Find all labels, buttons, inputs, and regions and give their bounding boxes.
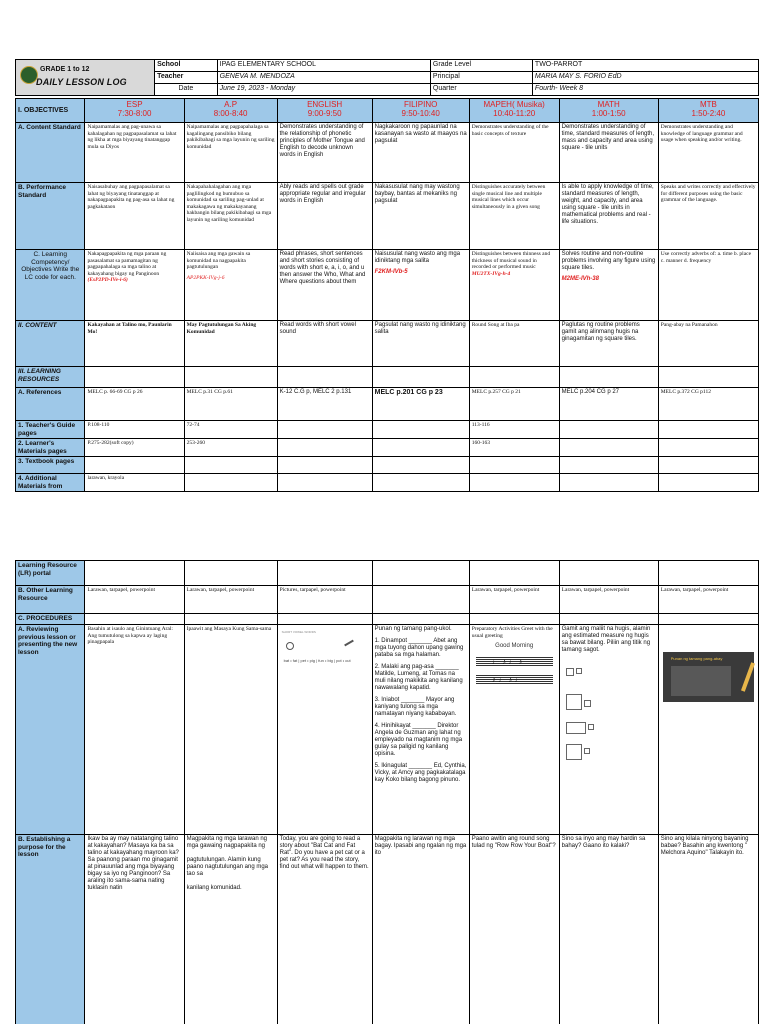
subject-filipino-cell bbox=[372, 99, 469, 123]
content-standard-filipino: Nagkakaroon ng papaunlad na kasanayan sa wasto at maayos na pagsulat bbox=[372, 123, 469, 183]
content-standard-mtb: Demonstrates understanding and knowledge of language grammar and usage when speaking and/or writing. bbox=[658, 123, 758, 183]
performance-standard-esp: Naisasabuhay ang pagpapasalamat sa lahat ng biyayang tinatanggap at nakapagpapakita ng pag-asa sa lahat ng pagkakataon bbox=[85, 183, 184, 250]
performance-standard-mtb: Speaks and writes correctly and effectively for different purposes using the basic grammar of the language. bbox=[658, 183, 758, 250]
content-esp: Kakayahan at Talino mo, Paunlarin Mo! bbox=[85, 321, 184, 367]
subject-english-cell bbox=[277, 99, 372, 123]
time-mtb: 1:50-2:40 bbox=[691, 109, 726, 118]
establishing-mapeh: Paano awitin ang round song tulad ng "Row Row Your Boat"? bbox=[469, 835, 559, 1024]
teachers-guide-esp: P.108-110 bbox=[85, 421, 184, 439]
content-ap: May Pagtutulungan Sa Aking Komunidad bbox=[184, 321, 277, 367]
subject-mapeh: MAPEH( Musika) bbox=[483, 100, 545, 109]
filipino-item-2: 2. Malaki ang pag-asa _______ Matilde, Lumeng, at Tomas na muli nilang makikita ang kanilang nawawalang kapatid. bbox=[374, 664, 463, 691]
subject-ap: A.P bbox=[224, 100, 238, 109]
reviewing-esp: Basahin at isaulo ang Ginintuang Aral: Ang tumutulong sa kapwa ay laging pinagpapala bbox=[85, 625, 184, 835]
content-standard-ap: Naipamamalas ang pagpapahalaga sa kagalingang pansibiko bilang pakikibahagi sa mga layunin ng sariling komunidad bbox=[184, 123, 277, 183]
content-label: II. CONTENT bbox=[16, 321, 85, 367]
music-note-icon: ♩ ♪ ♩ ♪ bbox=[491, 657, 523, 666]
competency-label: C. Learning Competency/ Objectives Write the LC code for each. bbox=[16, 250, 85, 321]
reviewing-mapeh-text: Preparatory Activities Greet with the usual greeting bbox=[471, 626, 553, 639]
school-value: IPAG ELEMENTARY SCHOOL bbox=[217, 60, 430, 72]
references-label: A. References bbox=[16, 388, 85, 421]
principal-value: MARIA MAY S. FORIO EdD bbox=[532, 72, 758, 84]
competency-mtb-text: Use correctly adverbs of: a. time b. place c. manner d. frequency bbox=[660, 251, 752, 264]
content-mapeh: Round Song at Iba pa bbox=[469, 321, 559, 367]
subject-math-cell bbox=[559, 99, 658, 123]
establishing-ap: Magpakita ng mga larawan ng mga gawaing nagpapakita ng pagtutulungan. Alamin kung paano nagtutulungan ang mga tao sa kanilang komunidad. bbox=[184, 835, 277, 1024]
quarter-label: Quarter bbox=[430, 84, 532, 96]
other-resource-math: Larawan, tarpapel, powerpoint bbox=[559, 586, 658, 614]
song-title: Good Morning bbox=[495, 643, 534, 649]
learners-materials-label: 2. Learner's Materials pages bbox=[16, 439, 85, 457]
competency-math-text: Solves routine and non-routine problems involving any figure using square tiles. bbox=[561, 251, 656, 271]
other-resource-english: Pictures, tarpapel, powerpoint bbox=[277, 586, 372, 614]
music-note-icon: ♪ ♩ ♪ ♩ bbox=[491, 675, 523, 684]
content-standard-esp: Naipamamalas ang pag-unawa sa kahalagahan ng pagpapasalamat sa lahat ng likha at mga biyayang tinatanggap mula sa Diyos bbox=[85, 123, 184, 183]
establishing-filipino: Magpakita ng larawan ng mga bagay. Ipasabi ang ngalan ng mga ito bbox=[372, 835, 469, 1024]
competency-filipino bbox=[372, 250, 469, 321]
subject-filipino: FILIPINO bbox=[404, 100, 438, 109]
competency-mapeh-code: MU2TX-IVg-h-4 bbox=[471, 270, 511, 277]
reviewing-ap: Ipaawit ang Masaya Kung Sama-sama bbox=[184, 625, 277, 835]
competency-english-text: Read phrases, short sentences and short stories consisting of words with short e, a, i, o, and u then answer the Who, What and Where questions about them bbox=[279, 251, 366, 285]
school-label: School bbox=[155, 60, 218, 72]
teachers-guide-label: 1. Teacher's Guide pages bbox=[16, 421, 85, 439]
performance-standard-filipino: Nakasusulat nang may wastong baybay, bantas at mekaniks ng pagsulat bbox=[372, 183, 469, 250]
time-filipino: 9:50-10:40 bbox=[401, 109, 440, 118]
principal-label: Principal bbox=[430, 72, 532, 84]
reviewing-label: A. Reviewing previous lesson or presenting the new lesson bbox=[16, 625, 85, 835]
learners-materials-esp: P.275-282(soft copy) bbox=[85, 439, 184, 457]
competency-math-code: M2ME-IVh-38 bbox=[561, 276, 599, 282]
other-resource-ap: Larawan, tarpapel, powerpoint bbox=[184, 586, 277, 614]
subject-esp-cell bbox=[85, 99, 184, 123]
competency-esp-text: Nakapagpapakita ng mga paraan ng pasasalamat sa pamamagitan ng pagpapahalaga sa mga talino at kakayahang bigay ng Panginoon bbox=[87, 251, 167, 277]
content-mtb: Pang-abay na Pamanahon bbox=[658, 321, 758, 367]
other-resource-esp: Larawan, tarpapel, powerpoint bbox=[85, 586, 184, 614]
subject-ap-cell bbox=[184, 99, 277, 123]
establishing-label: B. Establishing a purpose for the lesson bbox=[16, 835, 85, 1024]
dll-grade-range: GRADE 1 to 12 bbox=[40, 66, 90, 73]
reviewing-filipino bbox=[372, 625, 469, 835]
teachers-guide-mapeh: 113-116 bbox=[469, 421, 559, 439]
pang-abay-exercise-image bbox=[663, 652, 754, 702]
date-label: Date bbox=[155, 84, 218, 96]
dll-header-table bbox=[15, 59, 759, 96]
teacher-label: Teacher bbox=[155, 72, 218, 84]
dll-title-cell bbox=[16, 60, 155, 96]
performance-standard-label: B. Performance Standard bbox=[16, 183, 85, 250]
performance-standard-english: Ably reads and spells out grade appropriate regular and irregular words in English bbox=[277, 183, 372, 250]
content-filipino: Pagsulat nang wasto ng idiniktang salita bbox=[372, 321, 469, 367]
filipino-item-3: 3. Iniabot _______ Mayor ang kaniyang tulong sa mga namatayan niyang kababayan. bbox=[374, 697, 457, 717]
filipino-item-4: 4. Hinihikayat _______ Direktor Angela de Guzman ang lahat ng empleyado na magtanim ng mga gulay sa paligid ng kanilang opisina. bbox=[374, 723, 463, 757]
reviewing-math-text: Gamit ang maliit na hugis, alamin ang estimated measure ng hugis sa bawat bilang. Piliin ang titik ng tamang sagot. bbox=[561, 626, 651, 653]
establishing-mtb: Sino ang kilala ninyong bayaning babae? Basahin ang kwentong " Melchora Aquino" Talakayin ito. bbox=[658, 835, 758, 1024]
date-value: June 19, 2023 - Monday bbox=[217, 84, 430, 96]
time-math: 1:00-1:50 bbox=[591, 109, 626, 118]
other-resource-mapeh: Larawan, tarpapel, powerpoint bbox=[469, 586, 559, 614]
additional-materials-label: 4. Additional Materials from bbox=[16, 474, 85, 492]
additional-materials-esp: larawan, krayola bbox=[85, 474, 184, 492]
dll-grid bbox=[15, 98, 759, 498]
time-mapeh: 10:40-11:20 bbox=[493, 109, 536, 118]
reviewing-math bbox=[559, 625, 658, 835]
song-sheet-image bbox=[472, 643, 557, 693]
lr-portal-label: Learning Resource (LR) portal bbox=[16, 561, 85, 586]
teachers-guide-ap: 72-74 bbox=[184, 421, 277, 439]
procedures-label: C. PROCEDURES bbox=[16, 614, 85, 625]
competency-ap-code: AP2PKK-IVg-j-6 bbox=[186, 274, 225, 281]
establishing-english: Today, you are going to read a story about "Bat Cat and Fat Rat". Do you have a pet cat or a pet rat? As you read the story, find out what will happen to them. bbox=[277, 835, 372, 1024]
establishing-math: Sino sa inyo ang may hardin sa bahay? Gaano ito kalaki? bbox=[559, 835, 658, 1024]
content-standard-mapeh: Demonstrates understanding of the basic concepts of texture bbox=[469, 123, 559, 183]
content-math: Paglutas ng routine problems gamit ang alinmang hugis na ginagamitan ng square tiles. bbox=[559, 321, 658, 367]
competency-esp bbox=[85, 250, 184, 321]
quarter-value: Fourth- Week 8 bbox=[532, 84, 758, 96]
subject-math: MATH bbox=[597, 100, 620, 109]
subject-mapeh-cell bbox=[469, 99, 559, 123]
filipino-item-5: 5. Ikinagulat _______ Ed, Cynthia, Vicky, at Amcy ang pagkakatalaga kay Koko bilang bagong pinuno. bbox=[374, 763, 467, 783]
competency-esp-code: (EsP2PD-IVe-i-6) bbox=[87, 277, 128, 283]
content-standard-english: Demonstrates understanding of the relationship of phonetic principles of Mother Tongue and English to decode unknown words in English bbox=[277, 123, 372, 183]
pang-abay-exercise-text: Punan ng tamang pang-abay bbox=[670, 656, 723, 661]
competency-mapeh-text: Distinguishes between thinness and thickness of musical sound in recorded or performed music bbox=[471, 251, 551, 270]
time-esp: 7:30-8:00 bbox=[117, 109, 152, 118]
content-standard-label: A. Content Standard bbox=[16, 123, 85, 183]
competency-mapeh bbox=[469, 250, 559, 321]
competency-filipino-code: F2KM-IVb-5 bbox=[374, 269, 408, 275]
other-resource-mtb: Larawan, tarpapel, powerpoint bbox=[658, 586, 758, 614]
references-esp: MELC p. 66-69 CG p 26 bbox=[85, 388, 184, 421]
references-ap: MELC p.31 CG p.61 bbox=[184, 388, 277, 421]
dll-grid-table bbox=[15, 98, 759, 492]
objectives-label: I. OBJECTIVES bbox=[16, 99, 85, 123]
references-math: MELC p.204 CG p 27 bbox=[559, 388, 658, 421]
performance-standard-math: Is able to apply knowledge of time, standard measures of length, weight, and capacity, and area using square - tile units in mathematical problems and real - life situations. bbox=[559, 183, 658, 250]
competency-ap bbox=[184, 250, 277, 321]
ring-icon bbox=[286, 642, 294, 650]
references-filipino: MELC p.201 CG p 23 bbox=[372, 388, 469, 421]
phonics-worksheet-image: SHORT VOWEL WORDS bat • fat | pet • pig | fun • big | pot • cut bbox=[282, 630, 368, 690]
reviewing-english bbox=[277, 625, 372, 835]
filipino-item-1: 1. Dinampot _______ Abet ang mga tuyong dahon upang gawing pataba sa mga halaman. bbox=[374, 638, 464, 658]
pencil-icon bbox=[741, 662, 755, 692]
textbook-label: 3. Textbook pages bbox=[16, 457, 85, 474]
references-mapeh: MELC p.257 CG p 21 bbox=[469, 388, 559, 421]
grade-level-value: TWO-PARROT bbox=[532, 60, 758, 72]
grade-level-label: Grade Level bbox=[430, 60, 532, 72]
learners-materials-mapeh: 160-163 bbox=[469, 439, 559, 457]
subject-esp: ESP bbox=[126, 100, 143, 109]
pin-icon bbox=[344, 640, 354, 647]
subject-mtb-cell bbox=[658, 99, 758, 123]
references-english: K-12 C.G p, MELC 2 p.131 bbox=[277, 388, 372, 421]
phonics-word-list: bat • fat | pet • pig | fun • big | pot • cut bbox=[283, 658, 351, 663]
performance-standard-mapeh: Distinguishes accurately between single musical line and multiple musical lines which occur simultaneously in a given song bbox=[469, 183, 559, 250]
references-mtb: MELC p.372 CG p112 bbox=[658, 388, 758, 421]
subject-english: ENGLISH bbox=[307, 100, 343, 109]
other-resource-label: B. Other Learning Resource bbox=[16, 586, 85, 614]
subject-mtb: MTB bbox=[699, 100, 717, 109]
competency-english bbox=[277, 250, 372, 321]
square-tiles-image bbox=[562, 664, 656, 774]
dll-grid-2-table bbox=[15, 560, 759, 1024]
competency-mtb bbox=[658, 250, 758, 321]
time-ap: 8:00-8:40 bbox=[213, 109, 248, 118]
reviewing-mapeh bbox=[469, 625, 559, 835]
teacher-value: GENEVA M. MENDOZA bbox=[217, 72, 430, 84]
reviewing-filipino-intro: Punan ng tamang pang-ukol. bbox=[374, 626, 452, 632]
competency-filipino-text: Naisusulat nang wasto ang mga idiniktang mga salita bbox=[374, 251, 461, 264]
dll-grid-2 bbox=[15, 560, 759, 1024]
establishing-esp: Ikaw ba ay may natatanging talino at kakayahan? Masaya ka ba sa talino at kakayahang mayroon ka? Sa paanong paraan mo ginagamit at pinauunlad ang mga biyayang bigay sa iyo ng Panginoon? Sa araling ito sama-sama nating tuklasin natin bbox=[85, 835, 184, 1024]
reviewing-mtb bbox=[658, 625, 758, 835]
competency-ap-text: Naiisaisa ang mga gawain sa komunidad na nagpapakita pagtutulungan bbox=[186, 251, 251, 270]
time-english: 9:00-9:50 bbox=[307, 109, 342, 118]
competency-math bbox=[559, 250, 658, 321]
content-standard-math: Demonstrates understanding of time, standard measures of length, mass and capacity and area using square - tile units bbox=[559, 123, 658, 183]
dll-title: DAILY LESSON LOG bbox=[36, 77, 127, 87]
learning-resources-label: III. LEARNING RESOURCES bbox=[16, 367, 85, 388]
performance-standard-ap: Nakapahahalagahan ang mga paglilingkod ng bumubuo sa komunidad sa sariling pag-unlad at makakagawa ng makakayanang hakbangin bilang pakikibahagi sa mga layunin ng sariling komunidad bbox=[184, 183, 277, 250]
learners-materials-ap: 253-260 bbox=[184, 439, 277, 457]
content-english: Read words with short vowel sound bbox=[277, 321, 372, 367]
